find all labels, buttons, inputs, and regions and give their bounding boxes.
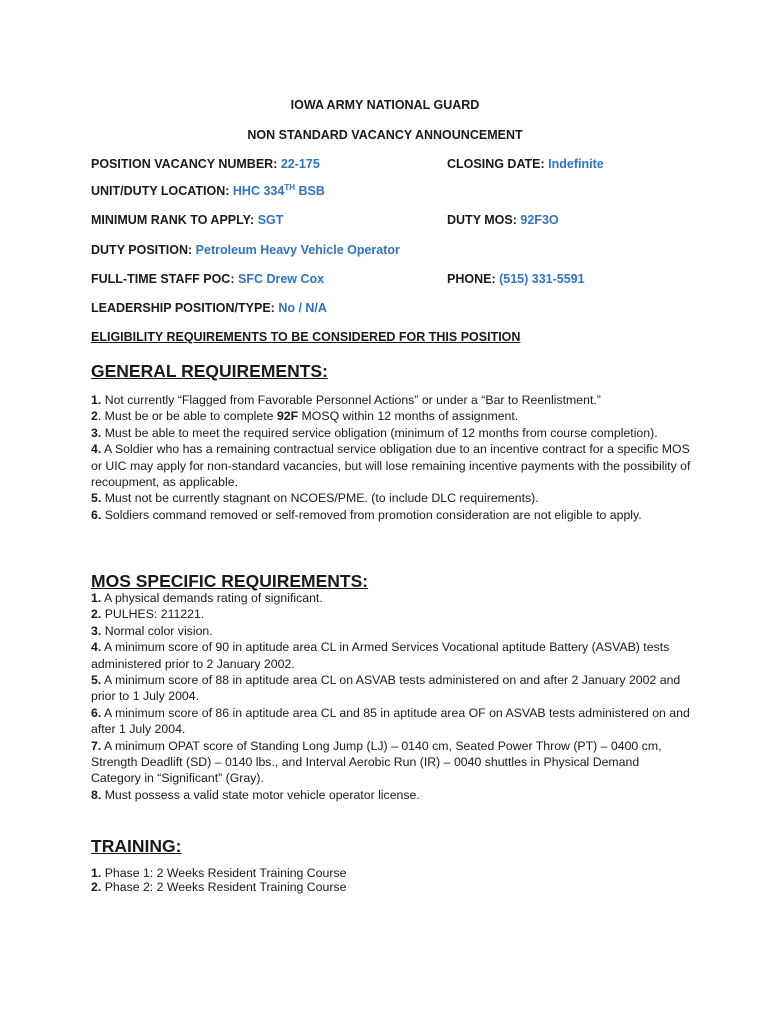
field-value xyxy=(233,184,325,198)
list-item xyxy=(91,705,691,738)
field-value: SGT xyxy=(257,213,284,227)
item-text: Soldiers command removed or self-removed from promotion consideration are not eligible to apply. xyxy=(104,507,642,522)
unit-value-suffix: BSB xyxy=(295,184,325,198)
list-item xyxy=(91,441,691,490)
item-number: 2. xyxy=(91,880,102,894)
item-number: 4. xyxy=(91,442,102,457)
field-label: LEADERSHIP POSITION/TYPE: xyxy=(91,301,275,315)
field-label: UNIT/DUTY LOCATION: xyxy=(91,184,230,198)
unit-duty-location xyxy=(91,184,325,198)
field-value: 92F3O xyxy=(520,213,559,227)
item-number: 1. xyxy=(91,866,102,880)
list-item xyxy=(91,623,691,639)
position-vacancy-number xyxy=(91,157,320,171)
item-number: 2 xyxy=(91,409,98,424)
field-value: Indefinite xyxy=(548,157,604,171)
staff-poc xyxy=(91,272,324,286)
list-item xyxy=(91,880,691,894)
item-text: A minimum OPAT score of Standing Long Jump (LJ) – 0140 cm, Seated Power Throw (PT) – 0400 cm, Strength Deadlift (SD) – 0140 lbs., and Interval Aerobic Run (IR) – 0040 shuttles in Physical Demand Category in “Significant” (Gray). xyxy=(91,738,662,786)
item-number: 6. xyxy=(91,705,102,720)
closing-date xyxy=(447,157,604,171)
item-text: A physical demands rating of significant. xyxy=(104,591,323,605)
item-text: Must not be currently stagnant on NCOES/PME. (to include DLC requirements). xyxy=(104,491,539,506)
field-value: (515) 331-5591 xyxy=(499,272,585,286)
item-text: . Must be or be able to complete xyxy=(97,409,277,424)
training-heading: TRAINING: xyxy=(91,836,182,856)
leadership-position xyxy=(91,301,327,315)
list-item xyxy=(91,606,691,622)
item-number: 3. xyxy=(91,623,102,638)
item-text: PULHES: 211221. xyxy=(104,607,205,622)
training-list xyxy=(91,866,691,894)
list-item xyxy=(91,639,691,672)
field-label: MINIMUM RANK TO APPLY: xyxy=(91,213,255,227)
minimum-rank xyxy=(91,213,283,227)
item-text: MOSQ within 12 months of assignment. xyxy=(298,409,519,424)
eligibility-heading: ELIGIBILITY REQUIREMENTS TO BE CONSIDERED FOR THIS POSITION xyxy=(91,330,521,344)
list-item xyxy=(91,408,691,424)
item-number: 8. xyxy=(91,787,102,802)
item-text: Normal color vision. xyxy=(104,623,213,638)
list-item xyxy=(91,787,691,803)
item-number: 1. xyxy=(91,393,102,407)
field-value: Petroleum Heavy Vehicle Operator xyxy=(195,243,400,257)
item-number: 4. xyxy=(91,640,102,655)
field-value: No / N/A xyxy=(278,301,327,315)
item-number: 7. xyxy=(91,738,102,753)
unit-value-superscript: TH xyxy=(284,183,295,192)
item-number: 6. xyxy=(91,507,102,522)
duty-position xyxy=(91,243,400,257)
item-text: Phase 1: 2 Weeks Resident Training Course xyxy=(104,866,347,880)
field-label: DUTY MOS: xyxy=(447,213,517,227)
item-number: 2. xyxy=(91,607,102,622)
field-label: FULL-TIME STAFF POC: xyxy=(91,272,235,286)
item-text-bold: 92F xyxy=(276,409,299,424)
list-item xyxy=(91,425,691,441)
field-label: POSITION VACANCY NUMBER: xyxy=(91,157,278,171)
item-text: A minimum score of 86 in aptitude area CL and 85 in aptitude area OF on ASVAB tests administered on and after 1 July 2004. xyxy=(91,705,690,737)
list-item xyxy=(91,590,691,606)
field-label: CLOSING DATE: xyxy=(447,157,545,171)
item-text: Not currently “Flagged from Favorable Personnel Actions” or under a “Bar to Reenlistment.” xyxy=(104,393,601,407)
list-item xyxy=(91,672,691,705)
item-text: A Soldier who has a remaining contractual service obligation due to an incentive contract for a specific MOS or UIC may apply for non-standard vacancies, but will lose remaining incentive payments with the possibility of recoupment, as applicable. xyxy=(91,442,691,490)
field-value: 22-175 xyxy=(280,157,320,171)
item-text: Must be able to meet the required service obligation (minimum of 12 months from course completion). xyxy=(104,425,658,440)
field-value: SFC Drew Cox xyxy=(237,272,325,286)
item-text: Phase 2: 2 Weeks Resident Training Course xyxy=(104,880,347,894)
list-item xyxy=(91,507,691,523)
duty-mos xyxy=(447,213,559,227)
item-text: Must possess a valid state motor vehicle operator license. xyxy=(104,787,420,802)
list-item xyxy=(91,738,691,787)
item-number: 5. xyxy=(91,491,102,506)
item-number: 3. xyxy=(91,425,102,440)
general-requirements-heading: GENERAL REQUIREMENTS: xyxy=(91,361,328,381)
item-number: 1. xyxy=(91,591,102,605)
item-number: 5. xyxy=(91,673,102,688)
mos-requirements-heading: MOS SPECIFIC REQUIREMENTS: xyxy=(91,571,369,591)
field-label: DUTY POSITION: xyxy=(91,243,193,257)
general-requirements-list xyxy=(91,392,691,523)
phone xyxy=(447,272,585,286)
item-text: A minimum score of 88 in aptitude area CL on ASVAB tests administered on and after 2 January 2002 and prior to 1 July 2004. xyxy=(91,673,681,704)
list-item xyxy=(91,392,691,408)
field-label: PHONE: xyxy=(447,272,496,286)
mos-requirements-list xyxy=(91,590,691,803)
announcement-title: NON STANDARD VACANCY ANNOUNCEMENT xyxy=(247,128,523,142)
list-item xyxy=(91,866,691,880)
unit-value-main: HHC 334 xyxy=(232,184,285,198)
list-item xyxy=(91,490,691,506)
org-title: IOWA ARMY NATIONAL GUARD xyxy=(290,98,480,112)
item-text: A minimum score of 90 in aptitude area CL in Armed Services Vocational aptitude Battery (ASVAB) tests administered prior to 2 January 2002. xyxy=(91,640,670,671)
